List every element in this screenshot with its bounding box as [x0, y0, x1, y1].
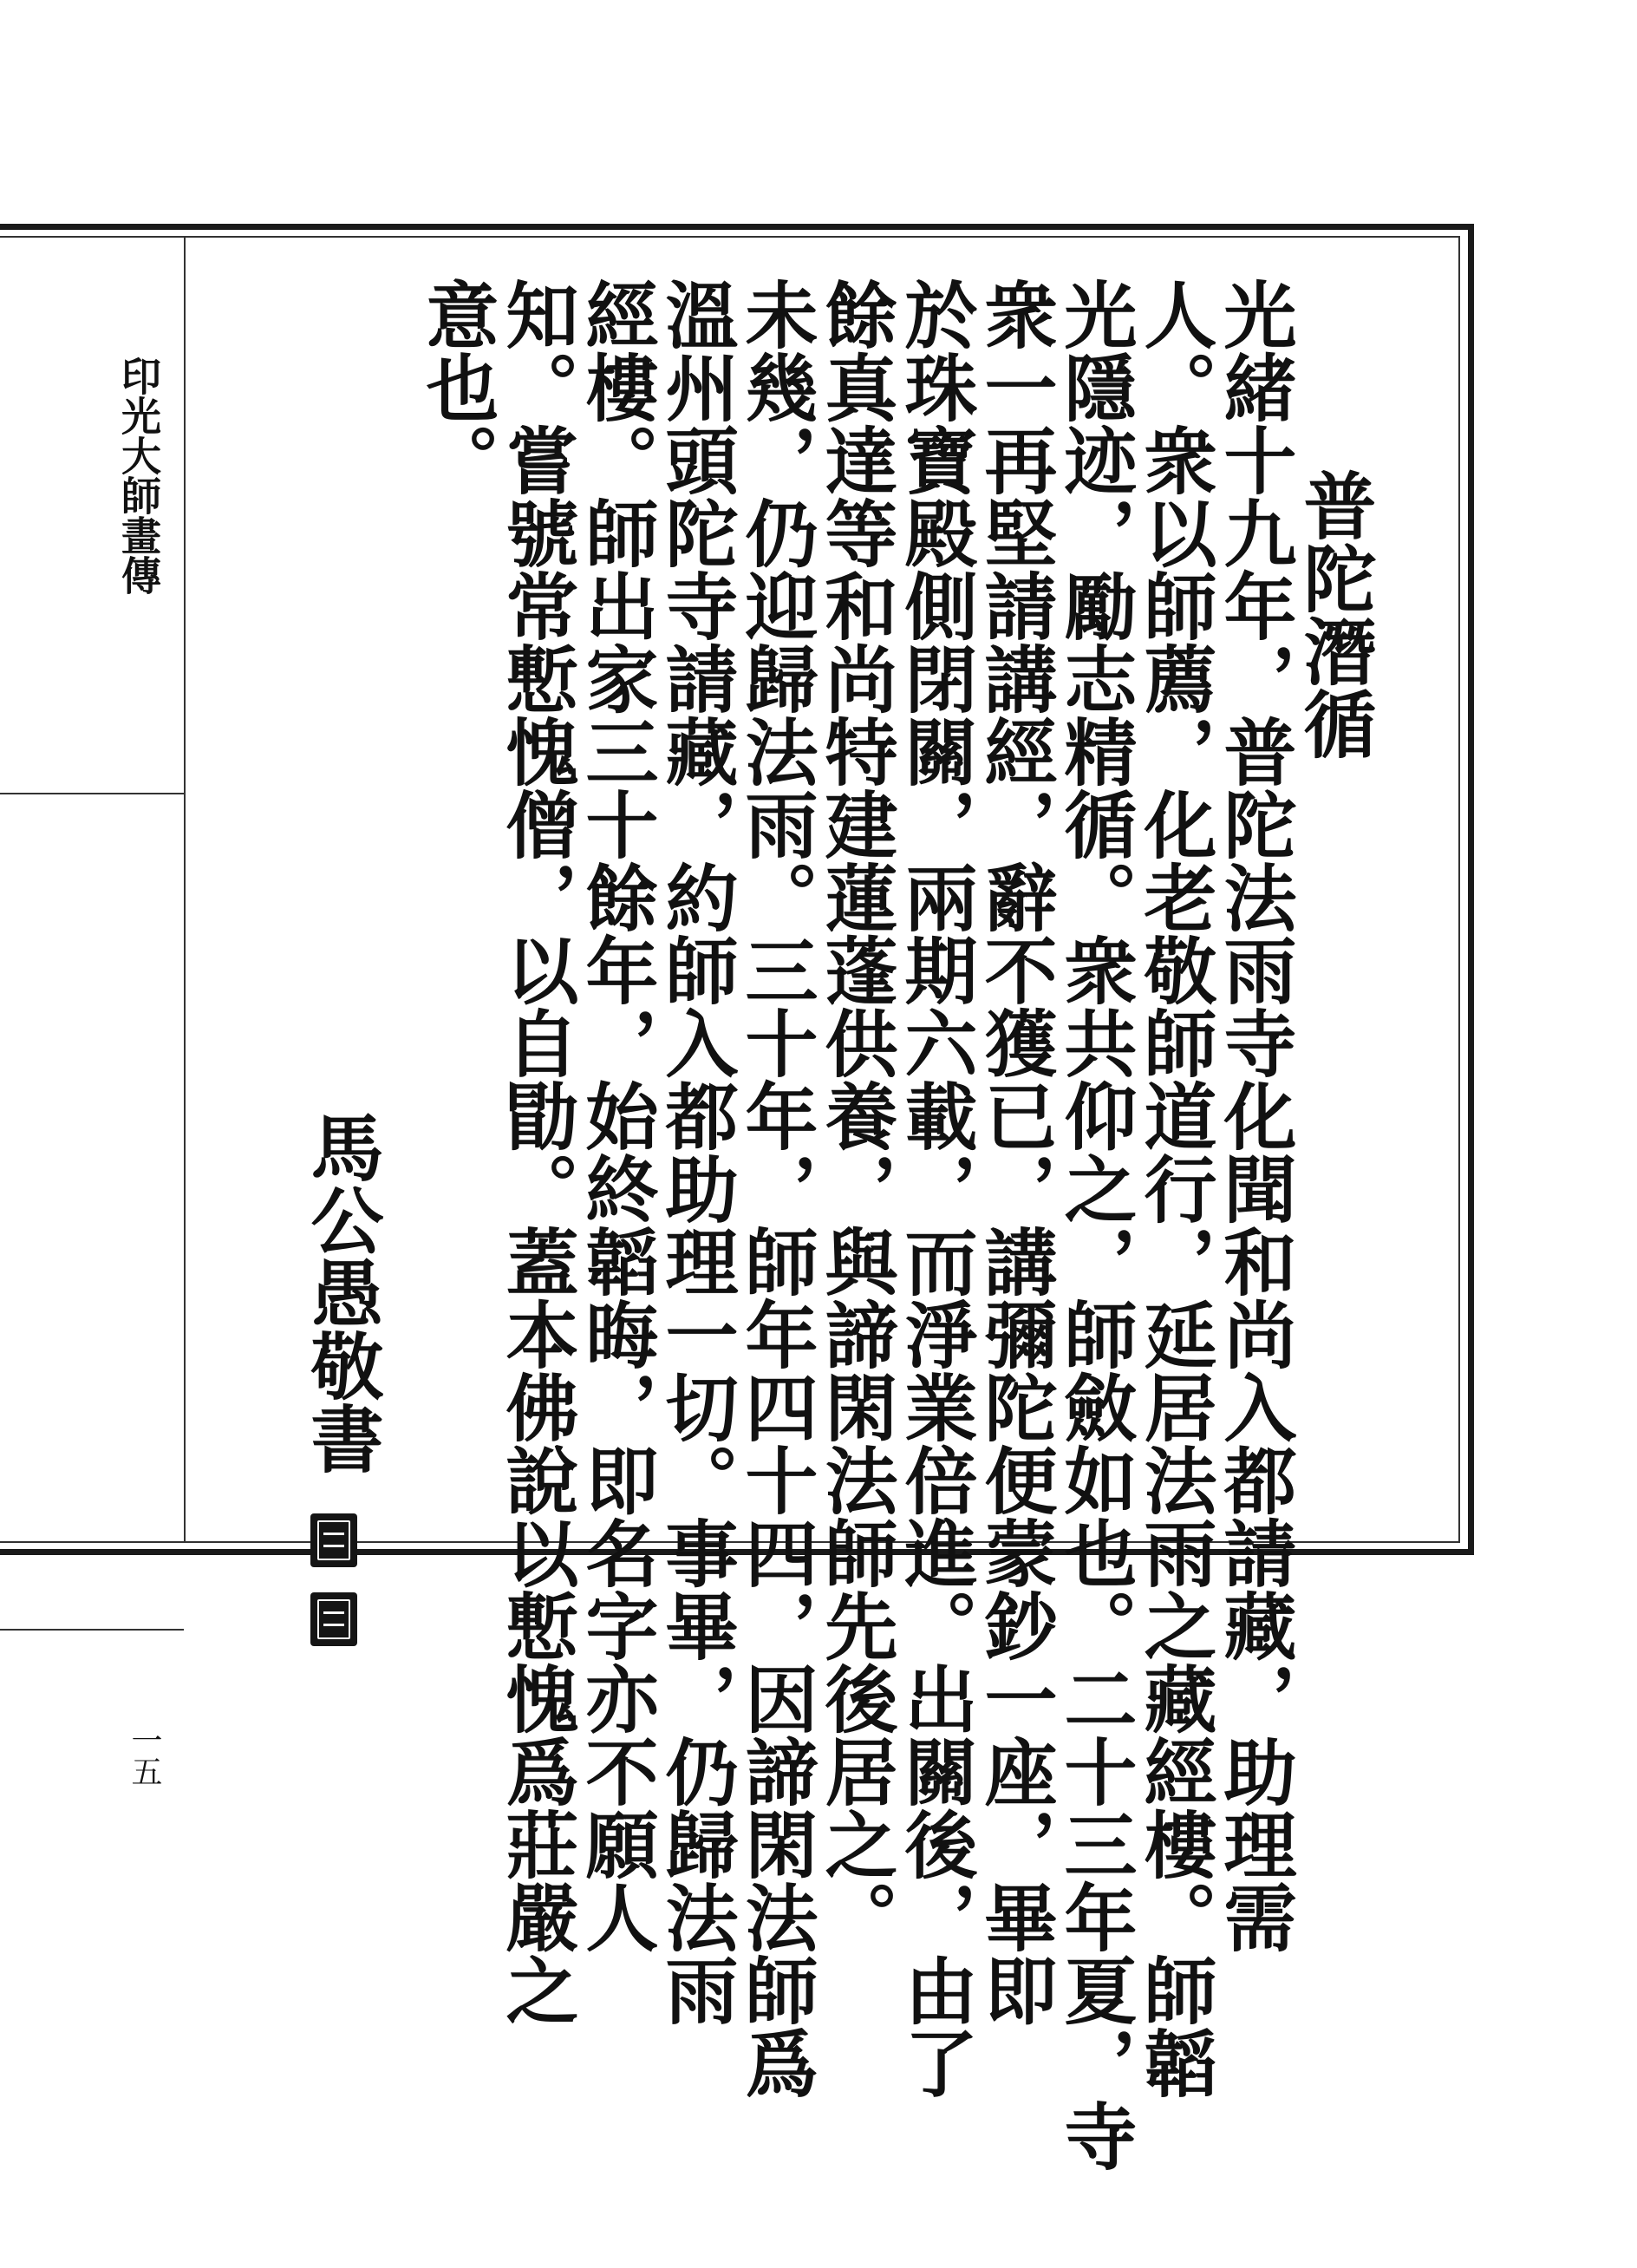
- seal-ma-gongyu-art: [310, 1592, 357, 1646]
- text-column-9: 經樓。師出家三十餘年，始終韜晦，即名字亦不願人: [574, 278, 659, 1953]
- text-column-10: 知。嘗號常慙愧僧，以自勖。蓋本佛說以慙愧爲莊嚴之: [494, 278, 579, 2026]
- text-column-6: 餘真達等和尚特建蓮蓬供養，與諦閑法師先後居之。: [813, 278, 898, 1953]
- book-title: 印光大師畫傳: [115, 356, 162, 595]
- section-title: 普陀潛循: [1292, 468, 1377, 760]
- text-column-7: 未幾，仍迎歸法雨。三十年，師年四十四，因諦閑法師爲: [734, 278, 818, 2099]
- text-column-5: 於珠寶殿側閉關，兩期六載，而淨業倍進。出關後，由了: [893, 278, 978, 2099]
- text-column-1: 光緒十九年，普陀法雨寺化聞和尚入都請藏，助理需: [1212, 278, 1297, 1953]
- margin-divider-top: [0, 793, 184, 794]
- text-column-11: 意也。: [414, 278, 499, 496]
- seal-ma-gongyu-name: [310, 1513, 357, 1567]
- signature: 馬公愚敬書: [299, 1110, 384, 1474]
- text-column-8: 溫州頭陀寺請藏，約師入都助理一切。事畢，仍歸法雨: [654, 278, 739, 2026]
- calligraphy-text: [295, 278, 1379, 2172]
- page-number: 一五: [127, 1724, 162, 1787]
- text-column-2: 人。衆以師薦，化老敬師道行，延居法雨之藏經樓。師韜: [1132, 278, 1217, 2099]
- margin-divider-bottom: [0, 1629, 184, 1631]
- text-column-3: 光隱迹，勵志精循。衆共仰之，師斂如也。二十三年夏，寺: [1053, 278, 1138, 2172]
- text-column-4: 衆一再堅請講經，辭不獲已，講彌陀便蒙鈔一座，畢即: [973, 278, 1058, 2026]
